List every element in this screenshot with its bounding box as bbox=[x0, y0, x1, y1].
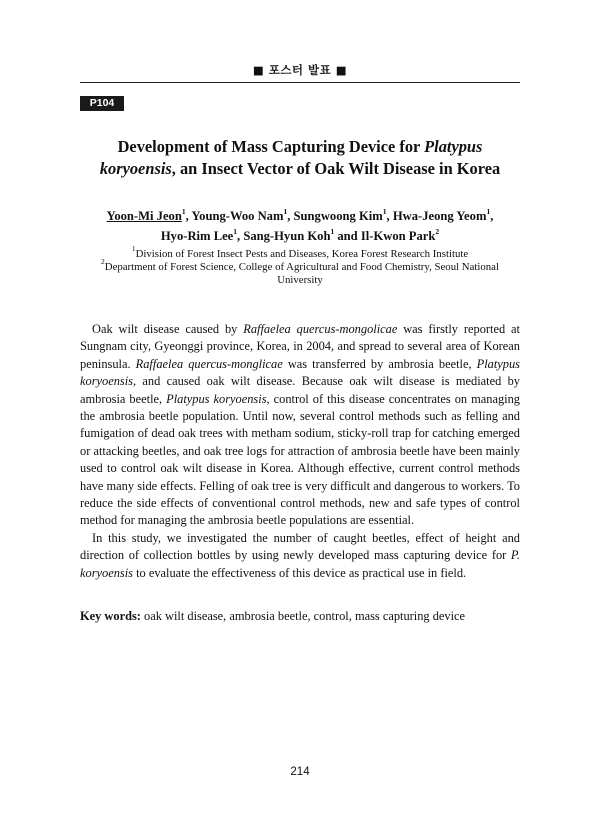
affiliation-text: Division of Forest Insect Pests and Diseases, Korea Forest Research Institute bbox=[135, 248, 469, 260]
author-affiliation-marker: 1 bbox=[382, 207, 387, 216]
affiliation-marker: 2 bbox=[101, 257, 105, 266]
affiliation-line bbox=[80, 244, 520, 261]
author-name: Hwa-Jeong Yeom bbox=[392, 209, 487, 223]
author-separator: , bbox=[490, 209, 494, 223]
affiliation-line bbox=[80, 257, 520, 287]
affiliation-text: Department of Forest Science, College of Agricultural and Food Chemistry, Seoul National University bbox=[104, 261, 499, 286]
affiliation-list bbox=[80, 244, 520, 287]
title-part-3: , an Insect Vector of Oak Wilt Disease in Korea bbox=[171, 159, 501, 178]
abstract-text-run: In this study, we investigated the number of caught beetles, effect of height and direction of collection bottles by using newly developed mass capturing device for bbox=[80, 530, 520, 563]
abstract-paragraph-1 bbox=[80, 321, 520, 530]
keywords-text: oak wilt disease, ambrosia beetle, control, mass capturing device bbox=[140, 609, 466, 623]
title-species-name: Platypus koryoensis bbox=[99, 137, 483, 178]
species-name: Platypus koryoensis bbox=[166, 391, 267, 406]
abstract-text-run: , control of this disease concentrates on managing the ambrosia beetle population. Until now, several control methods such as felling and fumigation of dead oak trees with metham sodium, sticky-roll trap for catching emerged or attacking beetles, and oak tree logs for attraction of ambrosia beetle have been mainly used to control oak wilt disease in Korea. Although effective, current control methods have many side effects. Felling of oak tree is very difficult and dangerous to workers. To reduce the side effects of conventional control methods, new and safe types of control method for managing the ambrosia beetle populations are essential. bbox=[80, 391, 520, 528]
author-list bbox=[80, 207, 520, 246]
author-separator: , bbox=[237, 228, 244, 243]
species-name: Platypus koryoensis bbox=[80, 356, 521, 389]
author-name: Sang-Hyun Koh bbox=[243, 228, 331, 243]
author-name: Young-Woo Nam bbox=[191, 209, 284, 223]
paper-title bbox=[80, 136, 520, 180]
author-name: Yoon-Mi Jeon bbox=[106, 209, 182, 223]
affiliation-marker: 1 bbox=[131, 244, 136, 253]
author-name: Hyo-Rim Lee bbox=[160, 228, 234, 243]
abstract-paragraph-2 bbox=[80, 530, 520, 582]
abstract-text-run: , and caused oak wilt disease. Because oak wilt disease is mediated by ambrosia beetle, bbox=[80, 374, 520, 406]
author-affiliation-marker: 1 bbox=[181, 207, 186, 216]
abstract bbox=[80, 321, 520, 582]
author-separator: and bbox=[334, 228, 361, 243]
species-name: Raffaelea quercus-monglicae bbox=[135, 356, 283, 371]
species-name: P. koryoensis bbox=[80, 548, 520, 580]
keywords bbox=[80, 608, 520, 625]
page-number: 214 bbox=[290, 766, 310, 778]
abstract-text-run: was transferred by ambrosia beetle, bbox=[282, 356, 477, 371]
keywords-label: Key words: bbox=[80, 609, 141, 623]
abstract-text-run: was firstly reported at Sungnam city, Gyeonggi province, Korea, in 2004, and spread to several area of Korean peninsula. bbox=[80, 322, 520, 371]
author-affiliation-marker: 1 bbox=[330, 226, 335, 236]
author-name: Sungwoong Kim bbox=[293, 209, 383, 223]
poster-code-badge: P104 bbox=[80, 96, 124, 111]
author-affiliation-marker: 1 bbox=[233, 226, 238, 236]
author-affiliation-marker: 2 bbox=[435, 226, 440, 236]
species-name: Raffaelea quercus-mongolicae bbox=[243, 322, 398, 336]
abstract-text-run: to evaluate the effectiveness of this device as practical use in field. bbox=[133, 565, 467, 580]
section-header: ■ 포스터 발표 ■ bbox=[252, 63, 348, 77]
header-divider bbox=[80, 82, 520, 83]
author-name: Il-Kwon Park bbox=[360, 228, 436, 243]
title-part-1: Development of Mass Capturing Device for bbox=[117, 137, 425, 156]
author-separator: , bbox=[185, 209, 192, 223]
abstract-text-run: Oak wilt disease caused by bbox=[92, 322, 244, 336]
author-separator: , bbox=[287, 209, 294, 223]
author-affiliation-marker: 1 bbox=[283, 207, 288, 216]
author-affiliation-marker: 1 bbox=[486, 207, 491, 216]
author-separator: , bbox=[386, 209, 393, 223]
